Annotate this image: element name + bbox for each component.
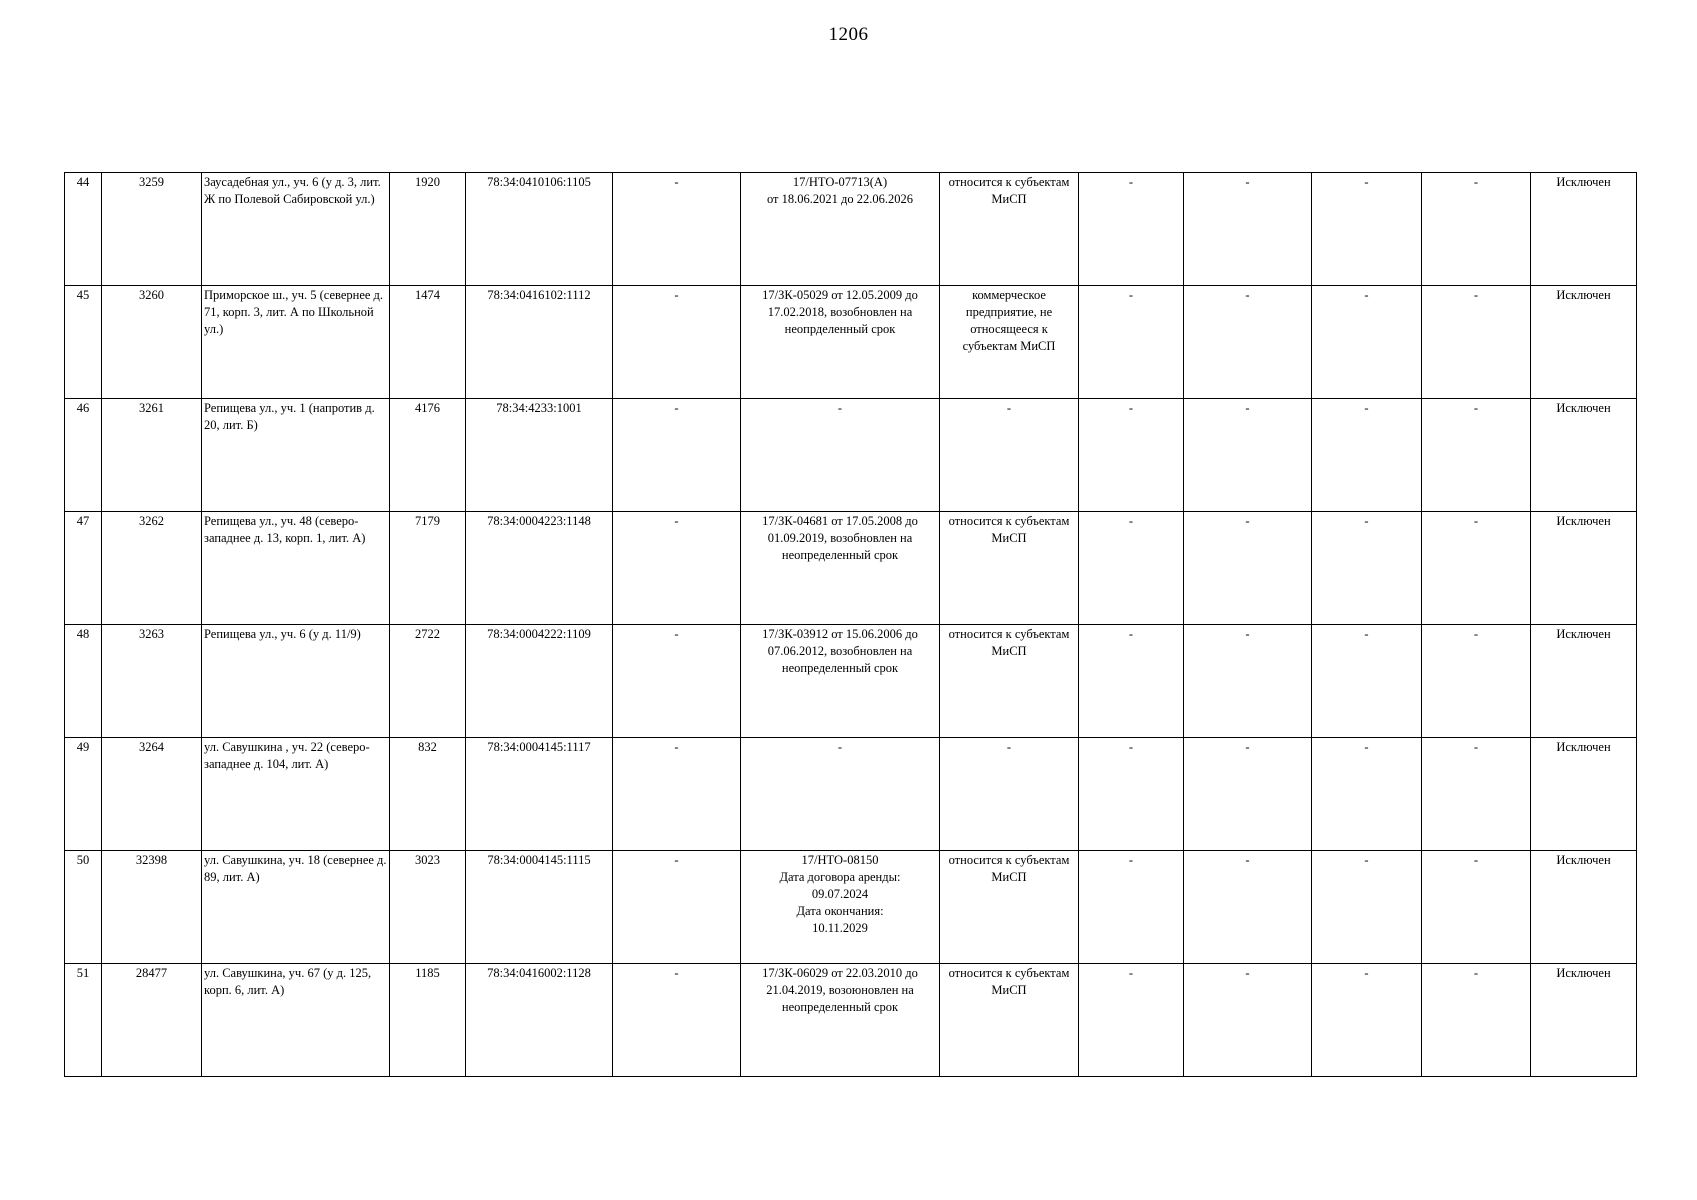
contract-info-cell: -	[741, 738, 940, 851]
table-row	[65, 286, 1637, 399]
area-cell: 3023	[390, 851, 466, 964]
column-9-value-cell: -	[1079, 512, 1184, 625]
column-9-value-cell: -	[1079, 399, 1184, 512]
column-10-value-cell: -	[1184, 851, 1312, 964]
status-cell: Исключен	[1531, 173, 1637, 286]
column-12-value-cell: -	[1422, 964, 1531, 1077]
cadastral-number-cell: 78:34:0004223:1148	[466, 512, 613, 625]
contract-info-cell: 17/ЗК-04681 от 17.05.2008 до 01.09.2019, возобновлен на неопределенный срок	[741, 512, 940, 625]
column-6-value-cell: -	[613, 738, 741, 851]
table-row	[65, 173, 1637, 286]
area-cell: 7179	[390, 512, 466, 625]
address-cell: ул. Савушкина, уч. 18 (севернее д. 89, лит. А)	[202, 851, 390, 964]
row-number-cell: 45	[65, 286, 102, 399]
column-11-value-cell: -	[1312, 512, 1422, 625]
contract-info-cell: 17/НТО-08150 Дата договора аренды: 09.07.2024 Дата окончания: 10.11.2029	[741, 851, 940, 964]
status-cell: Исключен	[1531, 399, 1637, 512]
registry-body	[65, 173, 1637, 1077]
column-10-value-cell: -	[1184, 625, 1312, 738]
address-cell: Репищева ул., уч. 1 (напротив д. 20, лит. Б)	[202, 399, 390, 512]
area-cell: 4176	[390, 399, 466, 512]
column-12-value-cell: -	[1422, 173, 1531, 286]
column-9-value-cell: -	[1079, 738, 1184, 851]
object-id-cell: 3259	[102, 173, 202, 286]
column-12-value-cell: -	[1422, 625, 1531, 738]
table-row	[65, 512, 1637, 625]
column-9-value-cell: -	[1079, 625, 1184, 738]
column-6-value-cell: -	[613, 286, 741, 399]
column-12-value-cell: -	[1422, 851, 1531, 964]
object-id-cell: 3260	[102, 286, 202, 399]
cadastral-number-cell: 78:34:0004145:1115	[466, 851, 613, 964]
business-category-cell: относится к субъектам МиСП	[940, 173, 1079, 286]
cadastral-number-cell: 78:34:0004145:1117	[466, 738, 613, 851]
contract-info-cell: -	[741, 399, 940, 512]
address-cell: Приморское ш., уч. 5 (севернее д. 71, корп. 3, лит. А по Школьной ул.)	[202, 286, 390, 399]
business-category-cell: относится к субъектам МиСП	[940, 964, 1079, 1077]
row-number-cell: 49	[65, 738, 102, 851]
status-cell: Исключен	[1531, 964, 1637, 1077]
cadastral-number-cell: 78:34:0416102:1112	[466, 286, 613, 399]
table-row	[65, 625, 1637, 738]
address-cell: ул. Савушкина , уч. 22 (северо-западнее д. 104, лит. А)	[202, 738, 390, 851]
column-11-value-cell: -	[1312, 173, 1422, 286]
column-6-value-cell: -	[613, 512, 741, 625]
contract-info-cell: 17/ЗК-03912 от 15.06.2006 до 07.06.2012, возобновлен на неопределенный срок	[741, 625, 940, 738]
area-cell: 832	[390, 738, 466, 851]
row-number-cell: 47	[65, 512, 102, 625]
column-10-value-cell: -	[1184, 173, 1312, 286]
column-9-value-cell: -	[1079, 964, 1184, 1077]
address-cell: Репищева ул., уч. 6 (у д. 11/9)	[202, 625, 390, 738]
cadastral-number-cell: 78:34:0004222:1109	[466, 625, 613, 738]
object-id-cell: 3264	[102, 738, 202, 851]
business-category-cell: -	[940, 738, 1079, 851]
registry-table	[64, 172, 1637, 1077]
business-category-cell: -	[940, 399, 1079, 512]
row-number-cell: 51	[65, 964, 102, 1077]
column-11-value-cell: -	[1312, 286, 1422, 399]
table-row	[65, 851, 1637, 964]
row-number-cell: 44	[65, 173, 102, 286]
column-6-value-cell: -	[613, 964, 741, 1077]
column-9-value-cell: -	[1079, 286, 1184, 399]
page-number: 1206	[828, 24, 869, 45]
object-id-cell: 32398	[102, 851, 202, 964]
column-10-value-cell: -	[1184, 738, 1312, 851]
contract-info-cell: 17/ЗК-06029 от 22.03.2010 до 21.04.2019, возоюновлен на неопределенный срок	[741, 964, 940, 1077]
business-category-cell: относится к субъектам МиСП	[940, 512, 1079, 625]
status-cell: Исключен	[1531, 512, 1637, 625]
column-11-value-cell: -	[1312, 738, 1422, 851]
contract-info-cell: 17/НТО-07713(А) от 18.06.2021 до 22.06.2026	[741, 173, 940, 286]
object-id-cell: 3262	[102, 512, 202, 625]
status-cell: Исключен	[1531, 286, 1637, 399]
status-cell: Исключен	[1531, 738, 1637, 851]
area-cell: 1920	[390, 173, 466, 286]
column-10-value-cell: -	[1184, 512, 1312, 625]
cadastral-number-cell: 78:34:0410106:1105	[466, 173, 613, 286]
cadastral-number-cell: 78:34:4233:1001	[466, 399, 613, 512]
business-category-cell: относится к субъектам МиСП	[940, 851, 1079, 964]
row-number-cell: 50	[65, 851, 102, 964]
area-cell: 1474	[390, 286, 466, 399]
object-id-cell: 3263	[102, 625, 202, 738]
column-10-value-cell: -	[1184, 964, 1312, 1077]
column-9-value-cell: -	[1079, 173, 1184, 286]
address-cell: Репищева ул., уч. 48 (северо-западнее д. 13, корп. 1, лит. А)	[202, 512, 390, 625]
area-cell: 2722	[390, 625, 466, 738]
column-11-value-cell: -	[1312, 964, 1422, 1077]
column-11-value-cell: -	[1312, 399, 1422, 512]
column-12-value-cell: -	[1422, 399, 1531, 512]
table-row	[65, 399, 1637, 512]
row-number-cell: 46	[65, 399, 102, 512]
table-row	[65, 964, 1637, 1077]
business-category-cell: относится к субъектам МиСП	[940, 625, 1079, 738]
cadastral-number-cell: 78:34:0416002:1128	[466, 964, 613, 1077]
object-id-cell: 28477	[102, 964, 202, 1077]
address-cell: Заусадебная ул., уч. 6 (у д. 3, лит. Ж по Полевой Сабировской ул.)	[202, 173, 390, 286]
status-cell: Исключен	[1531, 625, 1637, 738]
column-12-value-cell: -	[1422, 286, 1531, 399]
row-number-cell: 48	[65, 625, 102, 738]
table-row	[65, 738, 1637, 851]
area-cell: 1185	[390, 964, 466, 1077]
column-6-value-cell: -	[613, 851, 741, 964]
column-6-value-cell: -	[613, 399, 741, 512]
column-10-value-cell: -	[1184, 286, 1312, 399]
column-12-value-cell: -	[1422, 738, 1531, 851]
column-10-value-cell: -	[1184, 399, 1312, 512]
object-id-cell: 3261	[102, 399, 202, 512]
status-cell: Исключен	[1531, 851, 1637, 964]
column-9-value-cell: -	[1079, 851, 1184, 964]
column-6-value-cell: -	[613, 625, 741, 738]
column-11-value-cell: -	[1312, 851, 1422, 964]
business-category-cell: коммерческое предприятие, не относящееся к субъектам МиСП	[940, 286, 1079, 399]
column-11-value-cell: -	[1312, 625, 1422, 738]
column-6-value-cell: -	[613, 173, 741, 286]
address-cell: ул. Савушкина, уч. 67 (у д. 125, корп. 6, лит. А)	[202, 964, 390, 1077]
column-12-value-cell: -	[1422, 512, 1531, 625]
contract-info-cell: 17/ЗК-05029 от 12.05.2009 до 17.02.2018, возобновлен на неопрделенный срок	[741, 286, 940, 399]
